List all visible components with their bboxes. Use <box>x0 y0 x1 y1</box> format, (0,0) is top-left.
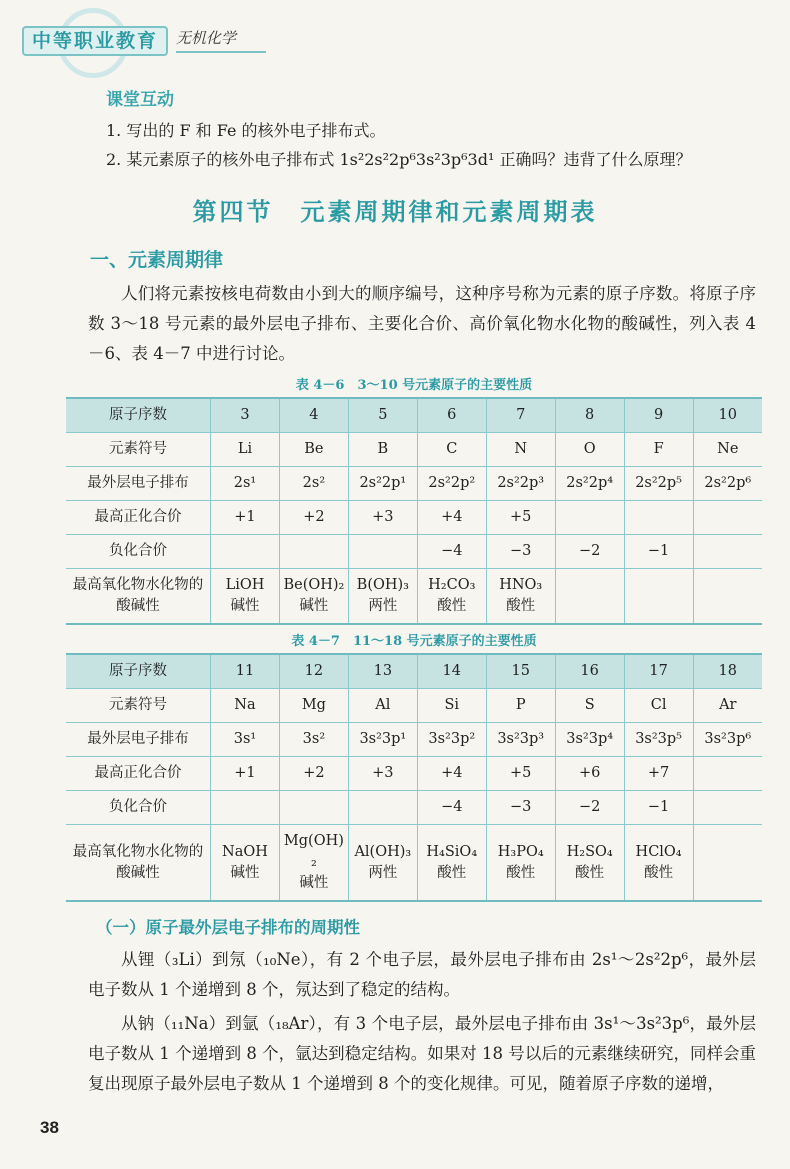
table-cell: H₄SiO₄ 酸性 <box>417 825 486 902</box>
classroom-interaction-title: 课堂互动 <box>106 90 174 110</box>
table-cell <box>624 569 693 625</box>
table-cell: +4 <box>417 757 486 791</box>
table-cell: Li <box>211 432 280 466</box>
table-cell: −1 <box>624 535 693 569</box>
table-cell: 2s² <box>279 467 348 501</box>
table-cell: Be <box>279 432 348 466</box>
table-cell: F <box>624 432 693 466</box>
table1-caption: 表 4－6 3～10 号元素原子的主要性质 <box>295 377 533 393</box>
table-cell: LiOH 碱性 <box>211 569 280 625</box>
paragraph-na-ar: 从钠（₁₁Na）到氩（₁₈Ar），有 3 个电子层，最外层电子排布由 3s¹～3s²3p⁶，最外层电子数从 1 个递增到 8 个，氩达到稳定结构。如果对 18 号以后的元素继续研究，同样会重复出现原子最外层电子数从 1 个递增到 8 个的变化规律。可见，随着原子序数的递增， <box>88 1014 756 1094</box>
table-cell: H₃PO₄ 酸性 <box>486 825 555 902</box>
row-header-cell: 最外层电子排布 <box>66 723 211 757</box>
table-cell: HNO₃ 酸性 <box>486 569 555 625</box>
table-cell: Cl <box>624 689 693 723</box>
table-cell: 3s²3p⁴ <box>555 723 624 757</box>
table-cell: HClO₄ 酸性 <box>624 825 693 902</box>
table-row <box>66 432 762 466</box>
table-cell: −2 <box>555 791 624 825</box>
table-cell: S <box>555 689 624 723</box>
table-cell: +5 <box>486 501 555 535</box>
table-cell: 2s²2p² <box>417 467 486 501</box>
table-cell: +7 <box>624 757 693 791</box>
table-cell: −2 <box>555 535 624 569</box>
table-cell: 16 <box>555 654 624 689</box>
intro-paragraph: 人们将元素按核电荷数由小到大的顺序编号，这种序号称为元素的原子序数。将原子序数 3～18 号元素的最外层电子排布、主要化合价、高价氧化物水化物的酸碱性，列入表 4－6、表 4－7 中进行讨论。 <box>88 283 756 363</box>
table-cell: +3 <box>348 501 417 535</box>
table-cell: 6 <box>417 398 486 433</box>
table-cell: B <box>348 432 417 466</box>
paragraph-li-ne: 从锂（₃Li）到氖（₁₀Ne），有 2 个电子层，最外层电子排布由 2s¹～2s²2p⁶，最外层电子数从 1 个递增到 8 个，氖达到了稳定的结构。 <box>88 950 756 1000</box>
row-header-cell: 最高氧化物水化物的 酸碱性 <box>66 825 211 902</box>
table-cell: Al <box>348 689 417 723</box>
page-number: 38 <box>40 1118 59 1138</box>
table-cell: 3s²3p⁵ <box>624 723 693 757</box>
row-header-cell: 最外层电子排布 <box>66 467 211 501</box>
row-header-cell: 最高正化合价 <box>66 501 211 535</box>
table-cell: 13 <box>348 654 417 689</box>
table-cell <box>555 501 624 535</box>
table-row <box>66 825 762 902</box>
table-cell: +5 <box>486 757 555 791</box>
table-cell: 3s²3p¹ <box>348 723 417 757</box>
table-cell: 7 <box>486 398 555 433</box>
table-row <box>66 689 762 723</box>
table-cell: 2s²2p⁴ <box>555 467 624 501</box>
table-cell: 9 <box>624 398 693 433</box>
table-cell: 12 <box>279 654 348 689</box>
table-cell <box>211 535 280 569</box>
table-cell: 2s¹ <box>211 467 280 501</box>
table-cell: 3s²3p³ <box>486 723 555 757</box>
table-cell: P <box>486 689 555 723</box>
table-cell: Ne <box>693 432 762 466</box>
table-row <box>66 535 762 569</box>
table-row <box>66 501 762 535</box>
table-cell: 11 <box>211 654 280 689</box>
table-cell <box>693 791 762 825</box>
table-cell: 8 <box>555 398 624 433</box>
table2-caption: 表 4－7 11～18 号元素原子的主要性质 <box>291 634 537 650</box>
table-row <box>66 791 762 825</box>
table-cell: H₂SO₄ 酸性 <box>555 825 624 902</box>
table-cell: Ar <box>693 689 762 723</box>
table-cell: B(OH)₃ 两性 <box>348 569 417 625</box>
table-row <box>66 467 762 501</box>
table-row <box>66 398 762 433</box>
row-header-cell: 元素符号 <box>66 689 211 723</box>
table-row <box>66 654 762 689</box>
table-cell: 3s²3p² <box>417 723 486 757</box>
table-cell: H₂CO₃ 酸性 <box>417 569 486 625</box>
table-cell: 15 <box>486 654 555 689</box>
row-header-cell: 原子序数 <box>66 398 211 433</box>
table-cell: −4 <box>417 535 486 569</box>
table-cell: 5 <box>348 398 417 433</box>
table-cell: 2s²2p³ <box>486 467 555 501</box>
table-cell <box>348 791 417 825</box>
heading-outer-electron-periodicity: （一）原子最外层电子排布的周期性 <box>96 918 360 938</box>
question-2: 2. 某元素原子的核外电子排布式 1s²2s²2p⁶3s²3p⁶3d¹ 正确吗？违背了什么原理？ <box>106 150 692 170</box>
table-cell: 10 <box>693 398 762 433</box>
row-header-cell: 元素符号 <box>66 432 211 466</box>
table-cell: 2s²2p⁵ <box>624 467 693 501</box>
table-cell <box>693 757 762 791</box>
table-cell: Si <box>417 689 486 723</box>
table-cell: NaOH 碱性 <box>211 825 280 902</box>
row-header-cell: 最高氧化物水化物的 酸碱性 <box>66 569 211 625</box>
table-cell <box>555 569 624 625</box>
table-cell: −1 <box>624 791 693 825</box>
table-cell: Na <box>211 689 280 723</box>
table-cell: −3 <box>486 535 555 569</box>
table-cell: O <box>555 432 624 466</box>
table-cell: 17 <box>624 654 693 689</box>
table-cell <box>279 535 348 569</box>
table-cell: +2 <box>279 757 348 791</box>
running-header-area <box>22 24 762 64</box>
row-header-cell: 原子序数 <box>66 654 211 689</box>
table-row <box>66 569 762 625</box>
table-cell: −4 <box>417 791 486 825</box>
question-1: 1. 写出的 F 和 Fe 的核外电子排布式。 <box>106 120 386 140</box>
table-cell: Mg <box>279 689 348 723</box>
table-cell: Be(OH)₂ 碱性 <box>279 569 348 625</box>
table-cell: 3 <box>211 398 280 433</box>
table-cell <box>693 535 762 569</box>
running-header <box>22 24 762 58</box>
table-cell: +4 <box>417 501 486 535</box>
table-cell: 3s² <box>279 723 348 757</box>
table-cell: 3s²3p⁶ <box>693 723 762 757</box>
row-header-cell: 负化合价 <box>66 535 211 569</box>
row-header-cell: 负化合价 <box>66 791 211 825</box>
table-cell: Al(OH)₃ 两性 <box>348 825 417 902</box>
table-cell: +1 <box>211 501 280 535</box>
table-cell: 18 <box>693 654 762 689</box>
table-cell: +1 <box>211 757 280 791</box>
table-elements-11-18 <box>66 653 762 902</box>
table-cell: 4 <box>279 398 348 433</box>
table-cell: −3 <box>486 791 555 825</box>
table-cell <box>624 501 693 535</box>
table-cell <box>348 535 417 569</box>
table-cell: Mg(OH)₂ 碱性 <box>279 825 348 902</box>
section-title: 第四节 元素周期律和元素周期表 <box>192 196 598 226</box>
page-body <box>72 88 756 1099</box>
table-cell <box>693 501 762 535</box>
table-cell: +6 <box>555 757 624 791</box>
table-cell: 2s²2p⁶ <box>693 467 762 501</box>
table-cell <box>211 791 280 825</box>
series-brand: 中等职业教育 <box>22 26 168 57</box>
table-cell: +2 <box>279 501 348 535</box>
table-elements-3-10 <box>66 397 762 625</box>
table-cell <box>693 825 762 902</box>
table-cell: 3s¹ <box>211 723 280 757</box>
table-cell <box>693 569 762 625</box>
table-row <box>66 723 762 757</box>
heading-periodic-law: 一、元素周期律 <box>90 249 224 272</box>
table-cell <box>279 791 348 825</box>
row-header-cell: 最高正化合价 <box>66 757 211 791</box>
book-title: 无机化学 <box>176 29 266 53</box>
table-cell: 2s²2p¹ <box>348 467 417 501</box>
table-cell: N <box>486 432 555 466</box>
table-cell: +3 <box>348 757 417 791</box>
table-row <box>66 757 762 791</box>
table-cell: 14 <box>417 654 486 689</box>
table-cell: C <box>417 432 486 466</box>
